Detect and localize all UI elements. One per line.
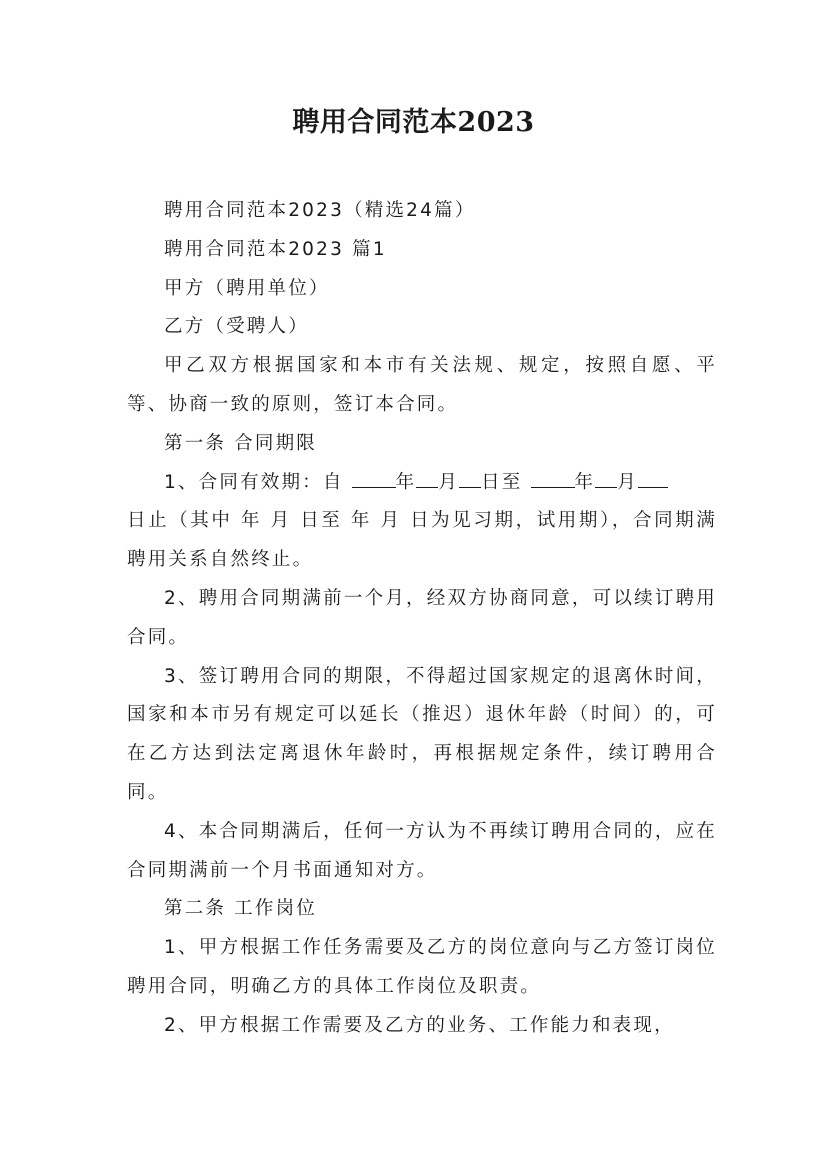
blank-underline: [531, 467, 575, 487]
paragraph-section-2-heading: [127, 890, 717, 929]
paragraph-party-b: [127, 308, 717, 347]
text-line: 第二条 工作岗位: [164, 898, 317, 920]
paragraph-section-1-heading: [127, 425, 717, 464]
paragraph-preamble: [127, 347, 717, 425]
text-fragment: 月: [438, 471, 460, 493]
paragraph-party-a: [127, 270, 717, 309]
text-line: 4、本合同期满后，任何一方认为不再续订聘用合同的，: [164, 820, 676, 842]
text-line: 乙方（受聘人）: [164, 316, 309, 338]
paragraph-contract-term-line: [127, 464, 717, 503]
text-line: 续订聘用合同。: [127, 743, 717, 803]
text-line: 间）的，可在乙方达到法定离退休年龄时，再根据规定条件，: [127, 704, 717, 765]
text-line: 应在合同期满前一个月书面通知对方。: [127, 820, 717, 881]
paragraph-contract-term-continued: [127, 502, 717, 580]
text-fragment: 年: [574, 471, 596, 493]
text-line: 2、聘用合同期满前一个月，经双方协商同意，可以续: [164, 587, 655, 609]
text-line: 3、签订聘用合同的期限，不得超过国家规定的退离休: [164, 665, 655, 687]
text-line: 时间，国家和本市另有规定可以延长（推迟）退休年龄（时: [127, 665, 717, 726]
text-line: 聘用合同范本2023 篇1: [164, 238, 387, 260]
text-line: 甲方（聘用单位）: [164, 277, 330, 299]
blank-underline: [595, 467, 617, 487]
paragraph-article-title: [127, 231, 717, 270]
document-title: 聘用合同范本2023: [292, 107, 535, 138]
blank-underline: [416, 467, 438, 487]
blank-underline: [352, 467, 396, 487]
text-fragment: 月: [617, 471, 638, 493]
document-body: [127, 192, 717, 1046]
paragraph-clause-2-1: [127, 929, 717, 1007]
text-line: 2、甲方根据工作需要及乙方的业务、工作能力和表现，: [164, 1014, 675, 1036]
text-line: 1、甲方根据工作任务需要及乙方的岗位意向与乙方签: [164, 937, 655, 959]
text-line: 聘用合同范本2023（精选24篇）: [164, 200, 476, 221]
paragraph-clause-1-4: [127, 813, 717, 891]
paragraph-heading-selection: [127, 192, 717, 231]
text-fragment: 年: [395, 471, 417, 493]
text-line: 平等、协商一致的原则，签订本合同。: [127, 355, 717, 415]
paragraph-clause-1-2: [127, 580, 717, 658]
text-line: 订聘用合同。: [127, 587, 717, 648]
paragraph-clause-1-3: [127, 658, 717, 813]
text-line: 同期满聘用关系自然终止。: [127, 510, 717, 571]
text-fragment: 1、合同有效期：自: [164, 471, 352, 493]
text-line: 甲乙双方根据国家和本市有关法规、规定，按照自愿、: [164, 355, 697, 377]
paragraph-clause-2-2: [127, 1007, 717, 1046]
blank-underline: [459, 467, 481, 487]
text-fragment: 日至: [481, 471, 531, 493]
text-line: 日止（其中 年 月 日至 年 月 日为见习期，试用期），合: [127, 510, 655, 532]
blank-underline: [638, 467, 668, 487]
text-line: 订岗位聘用合同，明确乙方的具体工作岗位及职责。: [127, 937, 717, 997]
text-line: 第一条 合同期限: [164, 432, 317, 454]
